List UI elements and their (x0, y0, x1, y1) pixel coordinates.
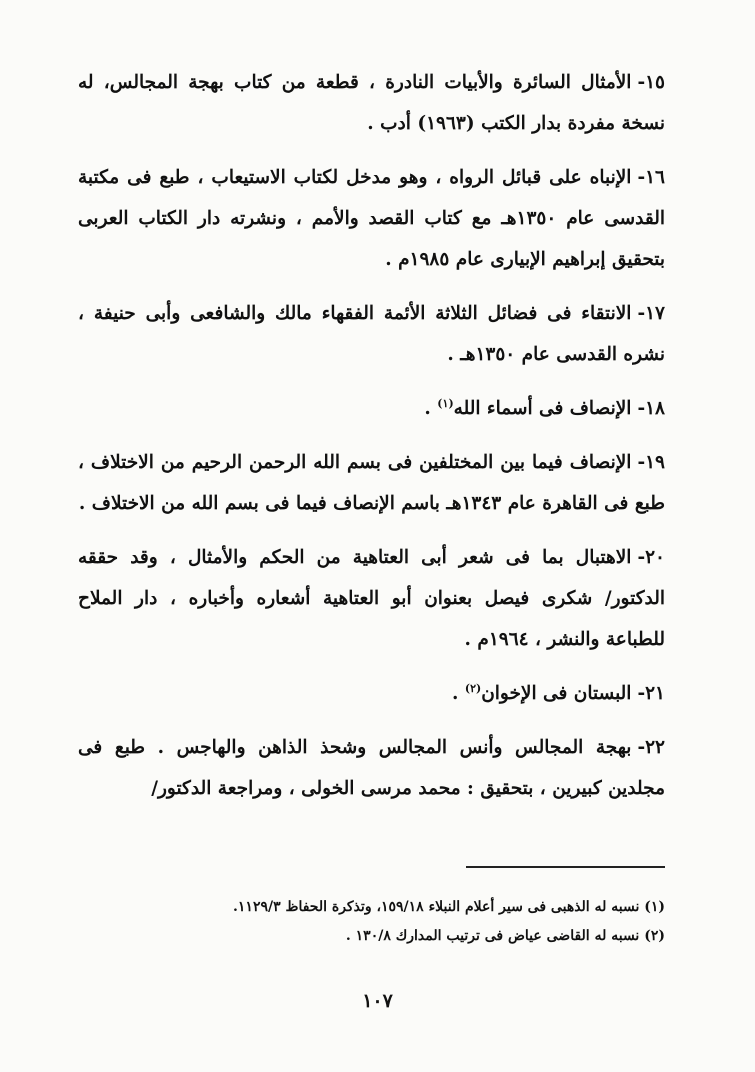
entry-20 (78, 537, 665, 660)
page-number: ١٠٧ (362, 990, 393, 1012)
entry-text: الانتقاء فى فضائل الثلاثة الأئمة الفقهاء مالك والشافعى وأبى حنيفة ، نشره القدسى عام ١٣٥٠هـ . (78, 303, 665, 365)
entry-text: الإنصاف فى أسماء الله (453, 398, 632, 419)
footnote-2: (٢) نسبه له القاضى عياض فى ترتيب المدارك ١٣٠/٨ . (345, 928, 665, 944)
entry-16 (78, 157, 665, 280)
entry-tail: . (424, 398, 438, 419)
entry-text: الأمثال السائرة والأبيات النادرة ، قطعة من كتاب بهجة المجالس، له نسخة مفردة بدار الكتب (١٩٦٣) أدب . (78, 72, 665, 134)
entry-number: ١٦- (637, 167, 665, 188)
footnote-marker: (٢) (464, 681, 482, 695)
entry-21 (78, 673, 665, 714)
entry-number: ١٥- (637, 72, 665, 93)
entry-number: ٢٢- (637, 737, 665, 758)
entry-text: بهجة المجالس وأنس المجالس وشحذ الذاهن والهاجس . طبع فى مجلدين كبيرين ، بتحقيق : محمد مرسى الخولى ، ومراجعة الدكتور/ (78, 737, 665, 799)
entry-17 (78, 293, 665, 375)
entry-22 (78, 727, 665, 809)
entry-text: البستان فى الإخوان (481, 683, 632, 704)
entry-number: ٢١- (637, 683, 665, 704)
entry-text: الإنصاف فيما بين المختلفين فى بسم الله الرحمن الرحيم من الاختلاف ، طبع فى القاهرة عام ١٣٤٣هـ باسم الإنصاف فيما فى بسم الله من الاختلاف . (78, 452, 665, 514)
entry-text: الإنباه على قبائل الرواه ، وهو مدخل لكتاب الاستيعاب ، طبع فى مكتبة القدسى عام ١٣٥٠هـ مع كتاب القصد والأمم ، ونشرته دار الكتاب العربى بتحقيق إبراهيم الإبيارى عام ١٩٨٥م . (78, 167, 665, 270)
footnote-1: (١) نسبه له الذهبى فى سير أعلام النبلاء ١٥٩/١٨، وتذكرة الحفاظ ١١٢٩/٣. (233, 899, 665, 915)
entry-list (78, 62, 665, 822)
entry-18 (78, 388, 665, 429)
entry-tail: . (451, 683, 465, 704)
entry-number: ١٩- (637, 452, 665, 473)
footnotes (100, 893, 665, 951)
entry-19 (78, 442, 665, 524)
entry-15 (78, 62, 665, 144)
entry-text: الاهتبال بما فى شعر أبى العتاهية من الحكم والأمثال ، وقد حققه الدكتور/ شكرى فيصل بعنوان أبو العتاهية أشعاره وأخباره ، دار الملاح للطباعة والنشر ، ١٩٦٤م . (78, 547, 665, 650)
footnote-divider (466, 866, 665, 868)
footnote-marker: (١) (437, 396, 454, 410)
entry-number: ٢٠- (637, 547, 665, 568)
entry-number: ١٨- (637, 398, 665, 419)
entry-number: ١٧- (637, 303, 665, 324)
